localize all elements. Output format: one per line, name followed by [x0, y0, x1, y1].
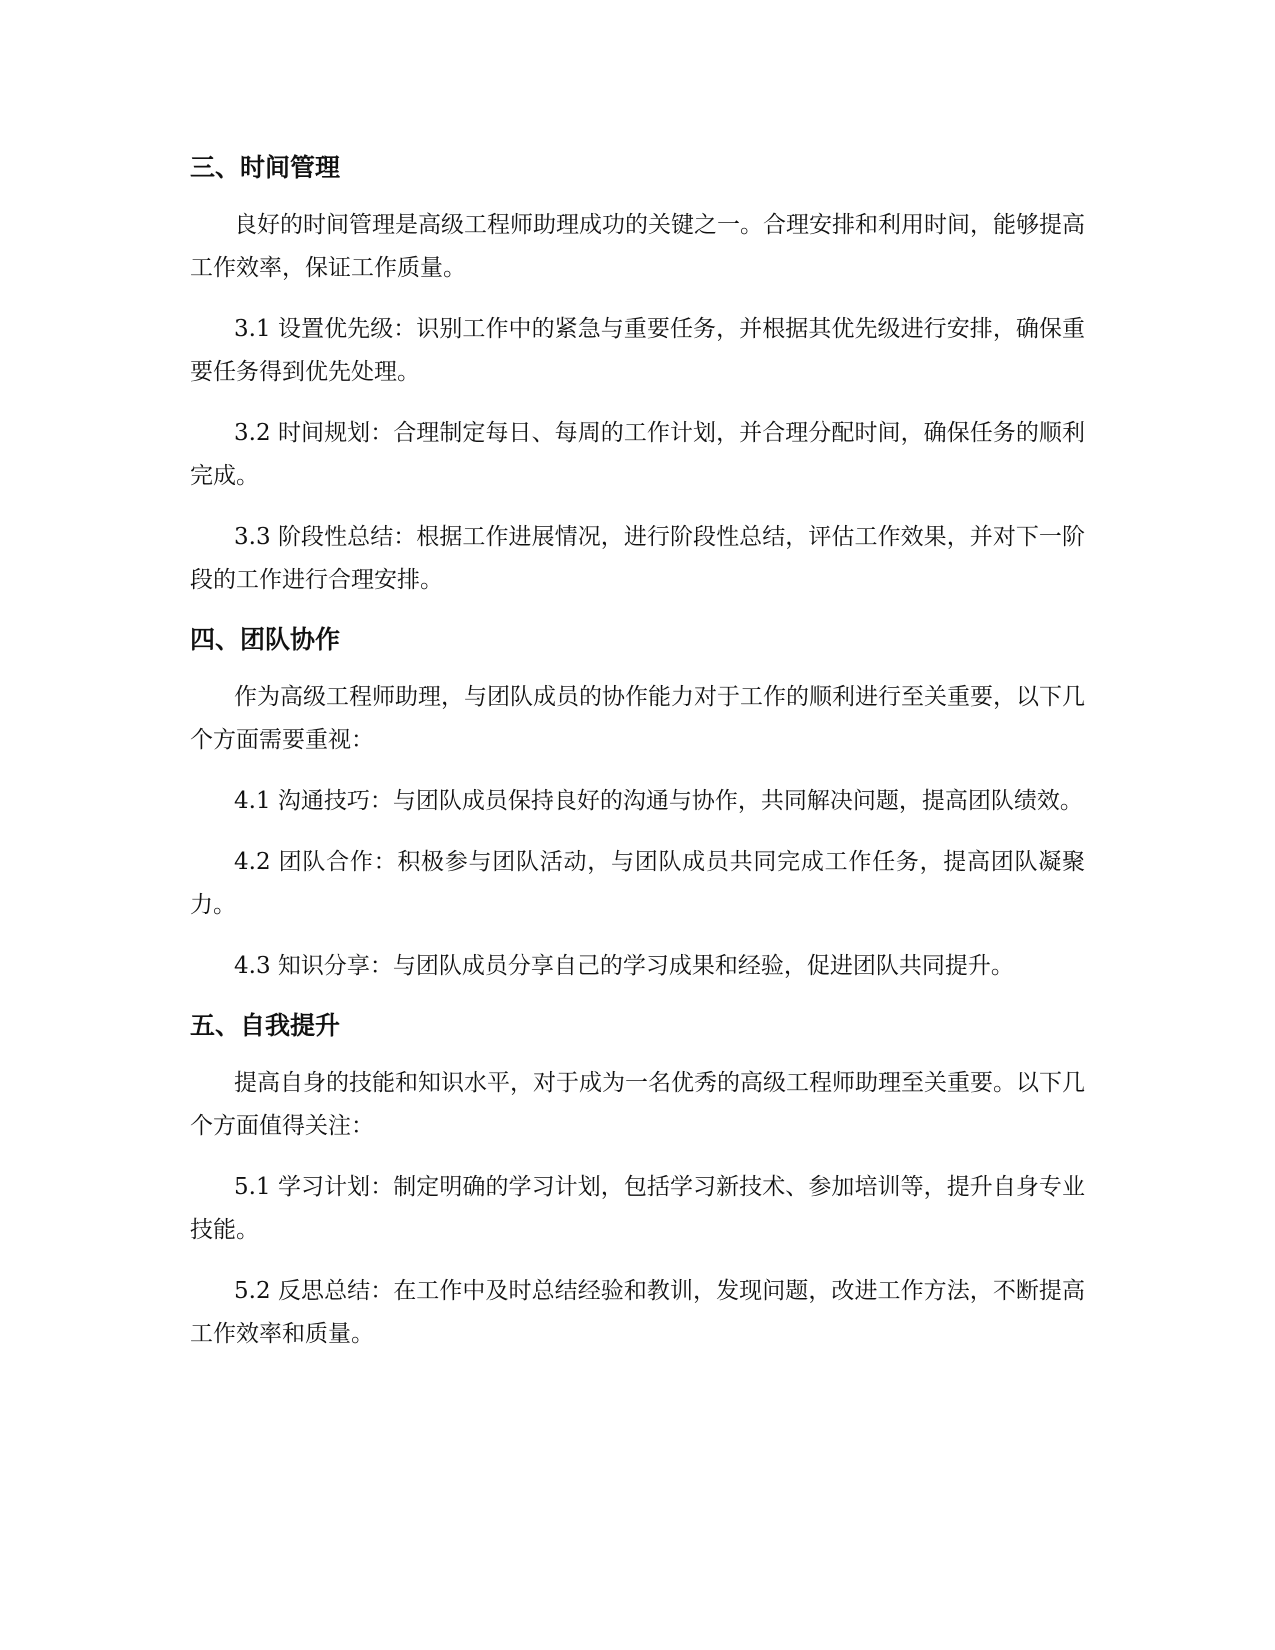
paragraph: 4.3 知识分享：与团队成员分享自己的学习成果和经验，促进团队共同提升。: [234, 953, 1014, 979]
paragraph: 3.2 时间规划：合理制定每日、每周的工作计划，并合理分配时间，确保任务的顺利完成。: [190, 420, 1085, 489]
section-heading: 四、团队协作: [190, 625, 341, 654]
paragraph: 4.2 团队合作：积极参与团队活动，与团队成员共同完成工作任务，提高团队凝聚力。: [190, 849, 1085, 918]
paragraph: 3.1 设置优先级：识别工作中的紧急与重要任务，并根据其优先级进行安排，确保重要任务得到优先处理。: [190, 316, 1085, 385]
paragraph: 作为高级工程师助理，与团队成员的协作能力对于工作的顺利进行至关重要，以下几个方面需要重视：: [190, 684, 1085, 753]
section-heading: 三、时间管理: [190, 153, 341, 182]
section-self-improvement: [190, 1006, 1085, 1356]
paragraph: 3.3 阶段性总结：根据工作进展情况，进行阶段性总结，评估工作效果，并对下一阶段的工作进行合理安排。: [190, 524, 1085, 593]
paragraph: 5.2 反思总结：在工作中及时总结经验和教训，发现问题，改进工作方法，不断提高工作效率和质量。: [190, 1278, 1085, 1347]
paragraph: 提高自身的技能和知识水平，对于成为一名优秀的高级工程师助理至关重要。以下几个方面值得关注：: [190, 1070, 1085, 1139]
section-heading: 五、自我提升: [190, 1011, 341, 1040]
paragraph: 良好的时间管理是高级工程师助理成功的关键之一。合理安排和利用时间，能够提高工作效率，保证工作质量。: [190, 212, 1085, 281]
section-team-collaboration: [190, 620, 1085, 988]
section-time-management: [190, 148, 1085, 602]
paragraph: 5.1 学习计划：制定明确的学习计划，包括学习新技术、参加培训等，提升自身专业技能。: [190, 1174, 1085, 1243]
paragraph: 4.1 沟通技巧：与团队成员保持良好的沟通与协作，共同解决问题，提高团队绩效。: [234, 788, 1083, 814]
